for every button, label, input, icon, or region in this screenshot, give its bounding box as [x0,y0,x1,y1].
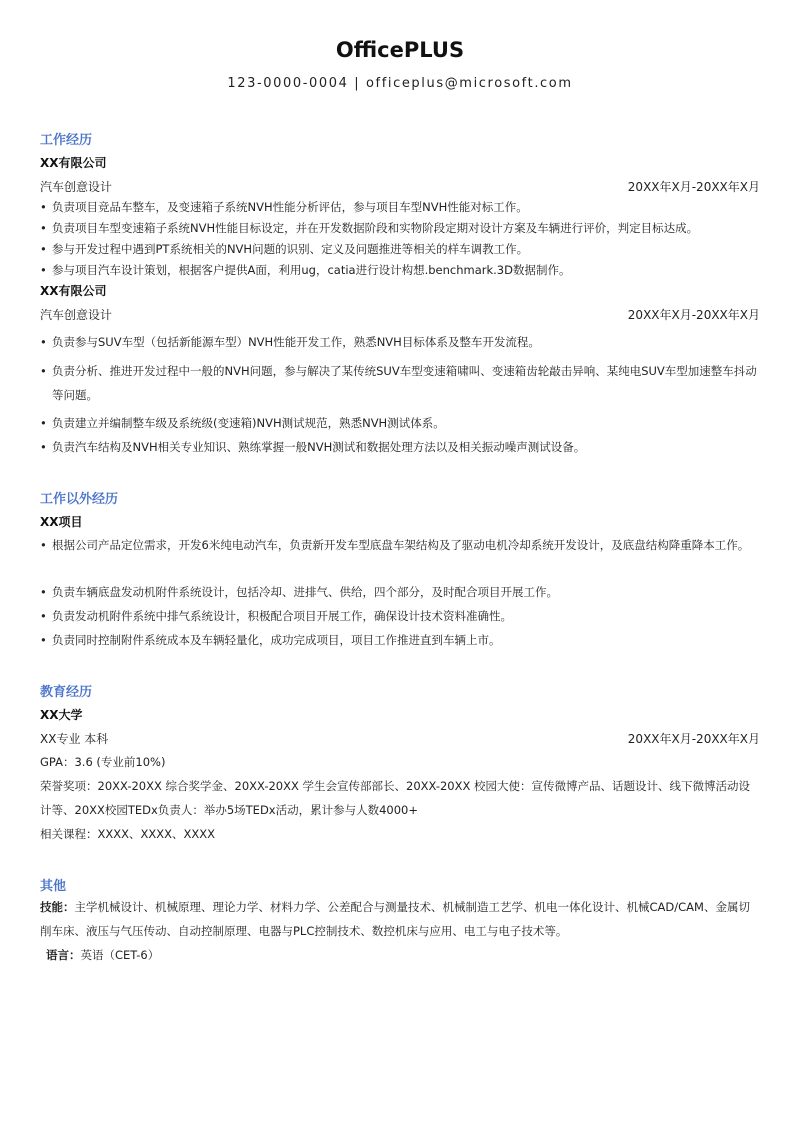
education-period: 20XX年X月-20XX年X月 [627,732,760,746]
language [46,943,766,967]
section-title-extra: 工作以外经历 [40,492,119,507]
job-bullet: • 负责项目竞品车整车，及变速箱子系统NVH性能分析评估，参与项目车型NVH性能对标工作。 [40,200,528,214]
job-role-row [40,178,760,195]
section-title-education: 教育经历 [40,685,93,700]
project-bullet: • 负责同时控制附件系统成本及车辆轻量化，成功完成项目，项目工作推进直到车辆上市。 [40,633,501,647]
company-name: XX有限公司 [40,156,107,170]
language-label: 语言： [46,948,81,962]
skills-label: 技能： [40,900,75,914]
resume-name: OfficePLUS [335,38,465,62]
skills-text: 主学机械设计、机械原理、理论力学、材料力学、公差配合与测量技术、机械制造工艺学、机电一体化设计、机械CAD/CAM、金属切削车床、液压与气压传动、自动控制原理、电器与PLC控制技术、数控机床与应用、电工与电子技术等。 [40,900,750,938]
major: XX专业 本科 [40,732,109,746]
project-bullet: • 负责发动机附件系统中排气系统设计，积极配合项目开展工作，确保设计技术资料准确性。 [40,609,512,623]
job-role: 汽车创意设计 [40,308,113,322]
job-period: 20XX年X月-20XX年X月 [627,180,760,194]
job-bullet: • 负责汽车结构及NVH相关专业知识、熟练掌握一般NVH测试和数据处理方法以及相关振动噪声测试设备。 [40,440,586,454]
job-role-row [40,306,760,323]
job-bullet: • 负责项目车型变速箱子系统NVH性能目标设定，并在开发数据阶段和实物阶段定期对设计方案及车辆进行评价，判定目标达成。 [40,221,699,235]
company-name: XX有限公司 [40,284,107,298]
job-bullet: • 负责建立并编制整车级及系统级(变速箱)NVH测试规范，熟悉NVH测试体系。 [40,416,445,430]
gpa: GPA：3.6 (专业前10%) [40,755,166,769]
courses: 相关课程：XXXX、XXXX、XXXX [40,827,216,841]
job-role: 汽车创意设计 [40,180,113,194]
job-bullet: • 参与开发过程中遇到PT系统相关的NVH问题的识别、定义及问题推进等相关的样车调教工作。 [40,242,529,256]
language-text: 英语（CET-6） [80,948,160,962]
contact-line: 123-0000-0004 | officeplus@microsoft.com [227,76,573,91]
education-row [40,730,760,747]
skills [40,895,760,943]
section-title-work: 工作经历 [40,133,93,148]
school-name: XX大学 [40,708,83,722]
project-bullet: • 负责车辆底盘发动机附件系统设计，包括冷却、进排气、供给，四个部分，及时配合项目开展工作。 [40,585,558,599]
section-title-other: 其他 [40,879,67,894]
project-name: XX项目 [40,515,83,529]
honors: 荣誉奖项：20XX-20XX 综合奖学金、20XX-20XX 学生会宣传部部长、20XX-20XX 校园大使：宣传微博产品、话题设计、线下微博活动设计等、20XX校园TEDx负责人：举办5场TEDx活动，累计参与人数4000+ [40,779,751,817]
job-period: 20XX年X月-20XX年X月 [627,308,760,322]
job-bullet: • 负责参与SUV车型（包括新能源车型）NVH性能开发工作，熟悉NVH目标体系及整车开发流程。 [40,335,540,349]
job-bullet: • 负责分析、推进开发过程中一般的NVH问题，参与解决了某传统SUV车型变速箱啸叫、变速箱齿轮敲击异响、某纯电SUV车型加速整车抖动等问题。 [40,364,757,402]
job-bullet: • 参与项目汽车设计策划，根据客户提供A面，利用ug，catia进行设计构想.benchmark.3D数据制作。 [40,263,571,277]
project-bullet: • 根据公司产品定位需求，开发6米纯电动汽车，负责新开发车型底盘车架结构及了驱动电机冷却系统开发设计，及底盘结构降重降本工作。 [40,538,750,552]
